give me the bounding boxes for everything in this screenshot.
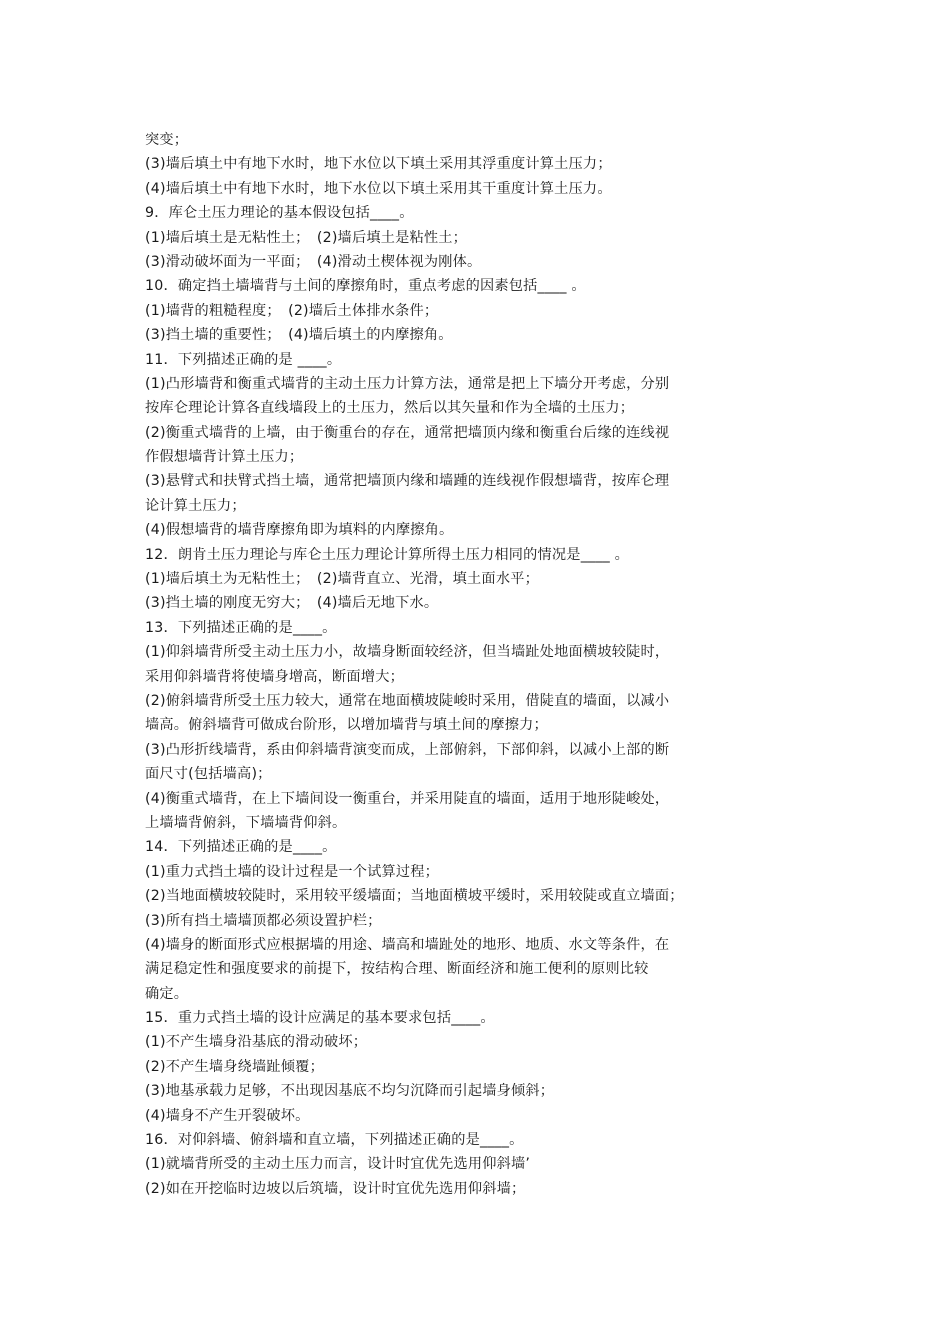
text-line: (3)挡土墙的重要性； (4)墙后填土的内摩擦角。 <box>145 327 453 344</box>
text-line: (3)挡土墙的刚度无穷大； (4)墙后无地下水。 <box>145 595 439 612</box>
text-line: (4)假想墙背的墙背摩擦角即为填料的内摩擦角。 <box>145 522 454 539</box>
text-line: (3)所有挡土墙墙顶都必须设置护栏； <box>145 912 382 929</box>
text-line: (2)俯斜墙背所受土压力较大，通常在地面横坡陡峻时采用，借陡直的墙面，以减小 <box>145 692 670 709</box>
question-16: 16．对仰斜墙、俯斜墙和直立墙，下列描述正确的是____。 <box>145 1132 524 1149</box>
text-line: 作假想墙背计算土压力； <box>145 449 304 466</box>
text-line: 墙高。俯斜墙背可做成台阶形，以增加墙背与填土间的摩擦力； <box>145 717 548 734</box>
text-line: 按库仑理论计算各直线墙段上的土压力，然后以其矢量和作为全墙的土压力； <box>145 400 635 417</box>
text-line: (1)墙后填土是无粘性土； (2)墙后填土是粘性土； <box>145 229 468 246</box>
text-line: 满足稳定性和强度要求的前提下，按结构合理、断面经济和施工便利的原则比较 <box>145 961 649 978</box>
text-line: (3)滑动破坏面为一平面； (4)滑动土楔体视为刚体。 <box>145 253 482 270</box>
text-line: (4)墙身不产生开裂破坏。 <box>145 1107 310 1124</box>
text-line: (4)衡重式墙背，在上下墙间设一衡重台，并采用陡直的墙面，适用于地形陡峻处， <box>145 790 670 807</box>
text-line: (1)仰斜墙背所受主动土压力小，故墙身断面较经济，但当墙趾处地面横坡较陡时， <box>145 644 670 661</box>
document-page <box>145 128 765 1201</box>
text-line: (4)墙后填土中有地下水时，地下水位以下填土采用其干重度计算土压力。 <box>145 180 612 197</box>
text-line: (1)不产生墙身沿基底的滑动破坏； <box>145 1034 368 1051</box>
text-line: (3)地基承载力足够，不出现因基底不均匀沉降而引起墙身倾斜； <box>145 1083 555 1100</box>
text-line: (4)墙身的断面形式应根据墙的用途、墙高和墙趾处的地形、地质、水文等条件，在 <box>145 936 670 953</box>
text-line: 突变； <box>145 132 189 148</box>
text-line: (2)衡重式墙背的上墙，由于衡重台的存在，通常把墙顶内缘和衡重台后缘的连线视 <box>145 424 670 441</box>
text-line: (1)墙后填土为无粘性土； (2)墙背直立、光滑，填土面水平； <box>145 571 539 588</box>
text-line: (2)如在开挖临时边坡以后筑墙，设计时宜优先选用仰斜墙； <box>145 1180 526 1197</box>
question-13: 13．下列描述正确的是____。 <box>145 619 337 636</box>
text-line: (3)凸形折线墙背，系由仰斜墙背演变而成，上部俯斜，下部仰斜，以减小上部的断 <box>145 741 670 758</box>
text-line: (1)就墙背所受的主动土压力而言，设计时宜优先选用仰斜墙’ <box>145 1156 531 1173</box>
text-line: 论计算土压力； <box>145 497 246 514</box>
text-line: (1)凸形墙背和衡重式墙背的主动土压力计算方法，通常是把上下墙分开考虑，分别 <box>145 375 670 392</box>
text-line: 采用仰斜墙背将使墙身增高，断面增大； <box>145 668 404 685</box>
text-line: 确定。 <box>145 985 189 1002</box>
text-line: (2)不产生墙身绕墙趾倾覆； <box>145 1058 324 1075</box>
text-line: (1)墙背的粗糙程度； (2)墙后土体排水条件； <box>145 302 439 319</box>
text-line: 面尺寸(包括墙高)； <box>145 766 272 783</box>
text-line: (1)重力式挡土墙的设计过程是一个试算过程； <box>145 863 440 880</box>
text-line: 上墙墙背俯斜，下墙墙背仰斜。 <box>145 814 347 831</box>
question-11: 11．下列描述正确的是 ____。 <box>145 351 342 368</box>
text-line: (3)悬臂式和扶臂式挡土墙，通常把墙顶内缘和墙踵的连线视作假想墙背，按库仑理 <box>145 473 670 490</box>
text-line: (3)墙后填土中有地下水时，地下水位以下填土采用其浮重度计算土压力； <box>145 156 612 173</box>
question-10: 10．确定挡土墙墙背与土间的摩擦角时，重点考虑的因素包括____ 。 <box>145 278 586 295</box>
question-12: 12．朗肯土压力理论与库仑土压力理论计算所得土压力相同的情况是____ 。 <box>145 546 629 563</box>
question-9: 9．库仑土压力理论的基本假设包括____。 <box>145 205 414 222</box>
text-line: (2)当地面横坡较陡时，采用较平缓墙面；当地面横坡平缓时，采用较陡或直立墙面； <box>145 888 684 905</box>
question-15: 15．重力式挡土墙的设计应满足的基本要求包括____。 <box>145 1010 495 1027</box>
question-14: 14．下列描述正确的是____。 <box>145 839 337 856</box>
